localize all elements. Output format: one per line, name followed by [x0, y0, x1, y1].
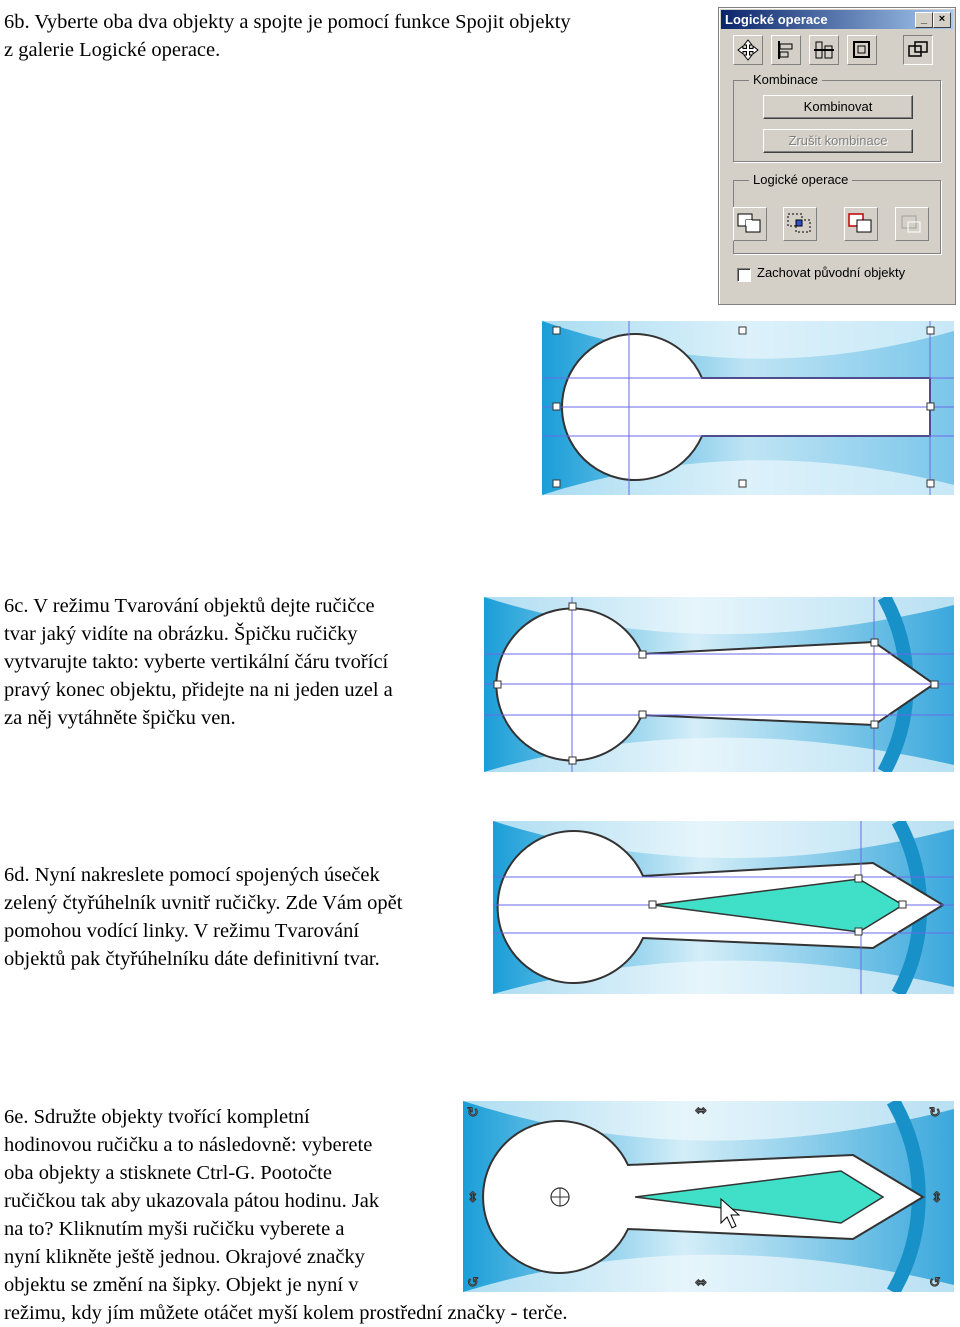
figure-green-quad-svg	[493, 821, 954, 994]
close-button[interactable]: ×	[933, 12, 951, 28]
logic-group-label: Logické operace	[749, 172, 852, 187]
text-line: hodinovou ručičku a to následovně: vyberete	[4, 1134, 373, 1156]
paragraph-6d	[4, 861, 402, 973]
text-line: objektů pak čtyřúhelníku dáte definitivní tvar.	[4, 948, 380, 970]
rotate-arrow-icon: ↻	[929, 1105, 941, 1121]
intersect-button[interactable]	[783, 207, 817, 241]
text-line: nyní klikněte ještě jednou. Okrajové značky	[4, 1246, 365, 1268]
text-line: na to? Kliknutím myši ručičku vyberete a	[4, 1218, 345, 1240]
figure-shaped-tip	[484, 597, 954, 772]
disabled-trim-button[interactable]	[895, 207, 929, 241]
text-line: za něj vytáhněte špičku ven.	[4, 707, 236, 729]
paragraph-6b	[4, 8, 571, 64]
combination-group-label: Kombinace	[749, 72, 822, 87]
text-line: pravý konec objektu, přidejte na ni jeden uzel a	[4, 679, 393, 701]
tab-align-left[interactable]	[771, 35, 801, 65]
keep-objects-label: Zachovat původní objekty	[757, 265, 906, 280]
figure-rotation-mode-svg	[463, 1101, 954, 1292]
rotation-center-target[interactable]	[551, 1188, 569, 1206]
skew-arrow-icon: ⇔	[695, 1275, 707, 1291]
tab-align-bottom[interactable]	[809, 35, 839, 65]
move-arrows-icon	[734, 36, 762, 64]
trim-button[interactable]	[844, 207, 878, 241]
text-line: režimu, kdy jím můžete otáčet myší kolem prostřední značky - terče.	[4, 1302, 568, 1324]
rotate-arrow-icon: ↻	[467, 1105, 479, 1121]
text-line: objektu se změní na šipky. Objekt je nyní v	[4, 1274, 359, 1296]
uncombine-button[interactable]: Zrušit kombinace	[763, 129, 913, 153]
align-left-icon	[772, 36, 800, 64]
text-line: 6b. Vyberte oba dva objekty a spojte je pomocí funkce Spojit objekty	[4, 11, 571, 33]
tab-transform[interactable]	[847, 35, 877, 65]
text-line: 6e. Sdružte objekty tvořící kompletní	[4, 1106, 310, 1128]
weld-icon	[734, 208, 766, 240]
logic-operations-dialog	[718, 7, 956, 305]
dialog-titlebar[interactable]	[721, 10, 953, 29]
tab-toolbar	[725, 35, 949, 67]
rotate-arrow-icon: ↺	[467, 1275, 479, 1291]
paragraph-6c	[4, 592, 393, 732]
disabled-trim-icon	[896, 208, 928, 240]
text-line: tvar jaký vidíte na obrázku. Špičku ručičky	[4, 623, 358, 645]
trim-icon	[845, 208, 877, 240]
skew-arrow-icon: ⇕	[931, 1190, 943, 1206]
figure-shaped-tip-svg	[484, 597, 954, 772]
logic-ops-icon	[904, 36, 932, 64]
tab-logic-operations[interactable]	[903, 35, 933, 65]
text-line: zelený čtyřúhelník uvnitř ručičky. Zde Vám opět	[4, 892, 403, 914]
figure-rotation-mode	[463, 1101, 954, 1292]
minimize-button[interactable]: _	[915, 12, 933, 28]
text-line: oba objekty a stisknete Ctrl-G. Pootočte	[4, 1162, 332, 1184]
keep-objects-checkbox[interactable]	[737, 268, 751, 282]
figure-joined-shape-svg	[542, 321, 954, 495]
figure-joined-shape	[542, 321, 954, 495]
transform-icon	[848, 36, 876, 64]
combine-button[interactable]: Kombinovat	[763, 95, 913, 119]
tab-move[interactable]	[733, 35, 763, 65]
intersect-icon	[784, 208, 816, 240]
text-line: vytvarujte takto: vyberte vertikální čáru tvořící	[4, 651, 389, 673]
skew-arrow-icon: ⇔	[695, 1103, 707, 1119]
text-line: 6c. V režimu Tvarování objektů dejte ručičce	[4, 595, 375, 617]
text-line: z galerie Logické operace.	[4, 39, 221, 61]
align-bottom-icon	[810, 36, 838, 64]
figure-green-quad	[493, 821, 954, 994]
dialog-title: Logické operace	[725, 12, 828, 27]
rotate-arrow-icon: ↺	[929, 1275, 941, 1291]
text-line: pomohou vodící linky. V režimu Tvarování	[4, 920, 360, 942]
text-line: 6d. Nyní nakreslete pomocí spojených úseček	[4, 864, 380, 886]
text-line: ručičkou tak aby ukazovala pátou hodinu. Jak	[4, 1190, 380, 1212]
skew-arrow-icon: ⇕	[467, 1190, 479, 1206]
weld-button[interactable]	[733, 207, 767, 241]
